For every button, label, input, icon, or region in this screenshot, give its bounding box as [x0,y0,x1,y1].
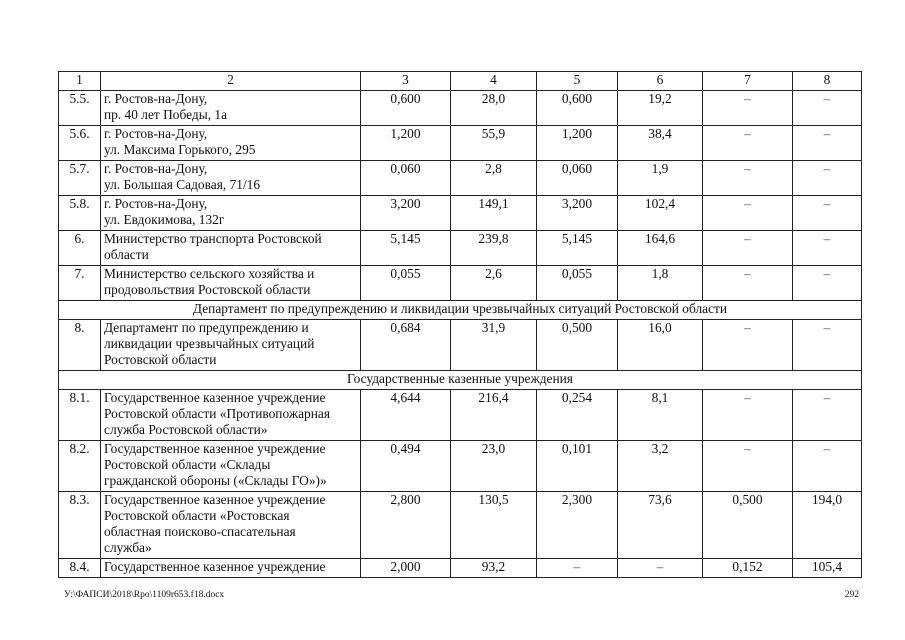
table-row [59,161,862,196]
column-number-row [59,72,862,91]
cell-c7: – [703,390,793,441]
column-header: 1 [59,72,101,91]
cell-c7: – [703,196,793,231]
cell-c6: 3,2 [618,441,703,492]
row-name-line: Ростовской области «Склады [104,457,271,472]
cell-c5: 5,145 [537,231,618,266]
cell-c8: 105,4 [793,559,862,578]
cell-c5: 0,101 [537,441,618,492]
cell-c8: 194,0 [793,492,862,559]
row-name [101,441,361,492]
column-header: 5 [537,72,618,91]
column-header: 7 [703,72,793,91]
row-number: 8.2. [59,441,101,492]
table-row [59,196,862,231]
cell-c6: 19,2 [618,91,703,126]
cell-c3: 0,060 [361,161,451,196]
row-name [101,390,361,441]
cell-c3: 2,000 [361,559,451,578]
row-name-line: ликвидации чрезвычайных ситуаций [104,336,315,351]
cell-c3: 0,055 [361,266,451,301]
cell-c3: 3,200 [361,196,451,231]
cell-c6: 73,6 [618,492,703,559]
cell-c5: 0,060 [537,161,618,196]
cell-c4: 93,2 [451,559,537,578]
row-name [101,126,361,161]
cell-c7: – [703,231,793,266]
cell-c4: 2,8 [451,161,537,196]
table-row [59,231,862,266]
cell-c4: 23,0 [451,441,537,492]
cell-c7: – [703,161,793,196]
cell-c8: – [793,390,862,441]
row-name-line: ул. Максима Горького, 295 [104,142,256,157]
row-name-line: ул. Большая Садовая, 71/16 [104,177,261,192]
cell-c8: – [793,196,862,231]
cell-c5: 0,055 [537,266,618,301]
cell-c8: – [793,126,862,161]
cell-c6: 1,8 [618,266,703,301]
section-title: Государственные казенные учреждения [59,371,862,390]
cell-c3: 0,600 [361,91,451,126]
row-name-line: Департамент по предупреждению и [104,320,309,335]
row-name-line: г. Ростов-на-Дону, [104,196,208,211]
column-header: 8 [793,72,862,91]
row-name [101,320,361,371]
cell-c3: 1,200 [361,126,451,161]
row-number: 5.5. [59,91,101,126]
cell-c8: – [793,231,862,266]
cell-c5: 0,500 [537,320,618,371]
row-name-line: служба» [104,540,152,555]
row-name-line: Министерство сельского хозяйства и [104,266,315,281]
cell-c7: 0,500 [703,492,793,559]
table-row [59,126,862,161]
cell-c5: 3,200 [537,196,618,231]
section-header-row [59,301,862,320]
row-name [101,492,361,559]
cell-c7: – [703,320,793,371]
table-row [59,492,862,559]
cell-c3: 5,145 [361,231,451,266]
table-body [59,72,862,578]
cell-c3: 2,800 [361,492,451,559]
row-name [101,559,361,578]
column-header: 3 [361,72,451,91]
cell-c5: 0,600 [537,91,618,126]
cell-c5: 0,254 [537,390,618,441]
cell-c7: – [703,266,793,301]
table-row [59,91,862,126]
row-number: 7. [59,266,101,301]
row-name-line: служба Ростовской области» [104,422,268,437]
cell-c4: 216,4 [451,390,537,441]
cell-c4: 31,9 [451,320,537,371]
cell-c6: 164,6 [618,231,703,266]
row-name [101,161,361,196]
cell-c8: – [793,91,862,126]
budget-table [58,71,862,578]
row-name-line: Государственное казенное учреждение [104,492,326,507]
cell-c8: – [793,266,862,301]
row-number: 8.4. [59,559,101,578]
column-header: 4 [451,72,537,91]
row-name-line: ул. Евдокимова, 132г [104,212,225,227]
row-name [101,91,361,126]
cell-c7: – [703,91,793,126]
row-name-line: Ростовской области [104,352,217,367]
cell-c7: – [703,126,793,161]
cell-c6: 1,9 [618,161,703,196]
row-name-line: г. Ростов-на-Дону, [104,91,208,106]
footer-page-number: 292 [844,590,859,600]
row-name-line: гражданской обороны («Склады ГО»)» [104,473,327,488]
row-name-line: продовольствия Ростовской области [104,282,311,297]
row-name-line: г. Ростов-на-Дону, [104,126,208,141]
cell-c6: – [618,559,703,578]
row-number: 8. [59,320,101,371]
cell-c4: 55,9 [451,126,537,161]
cell-c6: 16,0 [618,320,703,371]
row-name-line: Государственное казенное учреждение [104,390,326,405]
footer-file-path: У:\ФАПСИ\2018\Rpo\1109r653.f18.docx [64,590,225,600]
section-header-row [59,371,862,390]
row-number: 5.8. [59,196,101,231]
row-number: 5.6. [59,126,101,161]
table-row [59,441,862,492]
table-row [59,320,862,371]
cell-c4: 239,8 [451,231,537,266]
row-name-line: области [104,247,149,262]
cell-c5: 2,300 [537,492,618,559]
row-name-line: Ростовской области «Ростовская [104,508,290,523]
cell-c3: 0,684 [361,320,451,371]
table-row [59,266,862,301]
row-number: 6. [59,231,101,266]
row-number: 8.3. [59,492,101,559]
cell-c8: – [793,161,862,196]
column-header: 2 [101,72,361,91]
section-title: Департамент по предупреждению и ликвидации чрезвычайных ситуаций Ростовской области [59,301,862,320]
row-name-line: Государственное казенное учреждение [104,441,326,456]
cell-c6: 8,1 [618,390,703,441]
cell-c3: 0,494 [361,441,451,492]
row-name-line: г. Ростов-на-Дону, [104,161,208,176]
cell-c7: – [703,441,793,492]
row-name-line: Государственное казенное учреждение [104,559,326,574]
row-name-line: пр. 40 лет Победы, 1а [104,107,228,122]
cell-c5: 1,200 [537,126,618,161]
cell-c4: 28,0 [451,91,537,126]
table-row [59,390,862,441]
cell-c7: 0,152 [703,559,793,578]
cell-c4: 149,1 [451,196,537,231]
row-name-line: областная поисково-спасательная [104,524,296,539]
row-name [101,266,361,301]
row-name-line: Министерство транспорта Ростовской [104,231,322,246]
cell-c8: – [793,441,862,492]
row-number: 8.1. [59,390,101,441]
table-row [59,559,862,578]
cell-c3: 4,644 [361,390,451,441]
cell-c4: 2,6 [451,266,537,301]
column-header: 6 [618,72,703,91]
row-name [101,231,361,266]
row-name-line: Ростовской области «Противопожарная [104,406,330,421]
row-number: 5.7. [59,161,101,196]
cell-c4: 130,5 [451,492,537,559]
row-name [101,196,361,231]
cell-c8: – [793,320,862,371]
cell-c6: 102,4 [618,196,703,231]
cell-c6: 38,4 [618,126,703,161]
cell-c5: – [537,559,618,578]
